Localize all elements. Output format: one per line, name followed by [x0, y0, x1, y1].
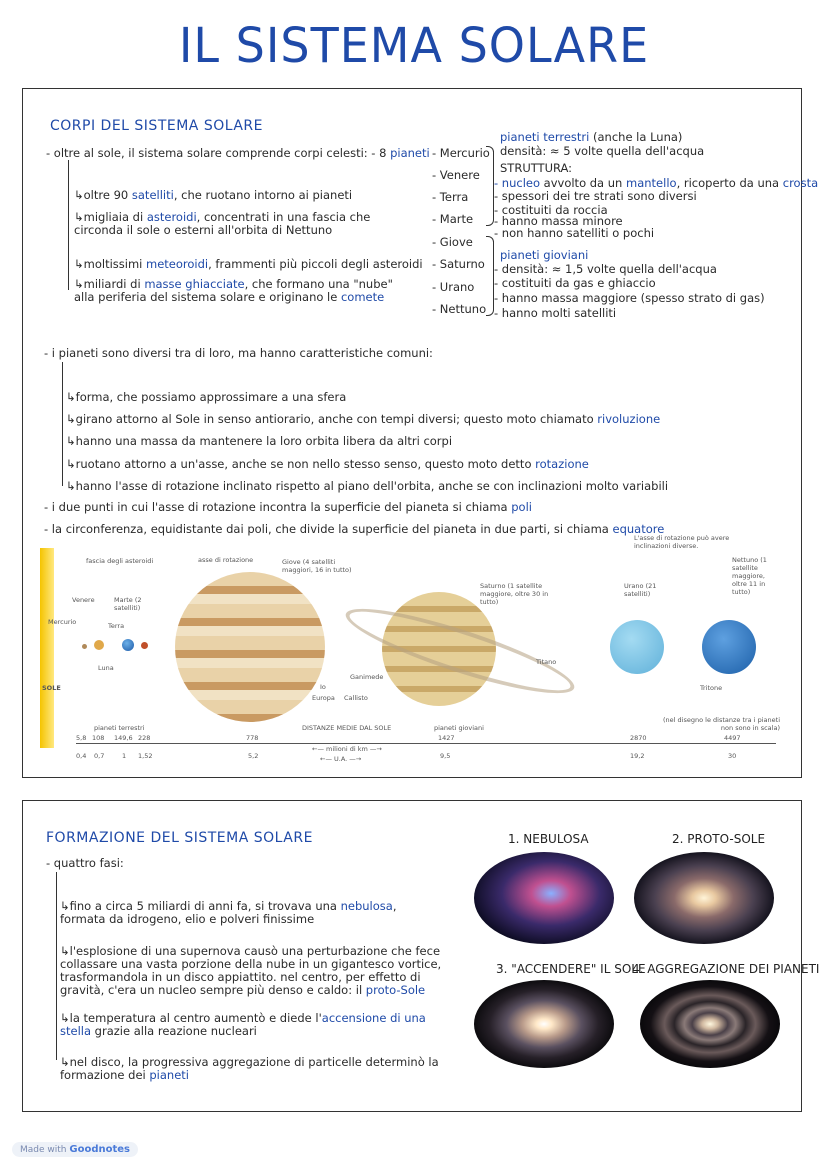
venus-planet	[94, 640, 104, 650]
label-ganimede: Ganimede	[350, 673, 384, 681]
planet-name: - Terra	[432, 190, 469, 204]
list-item: ↳miliardi di masse ghiacciate, che formano una "nube" alla periferia del sistema solare e originano le comete	[74, 277, 393, 304]
ua-tick: 0,7	[94, 752, 105, 760]
planet-name: - Giove	[432, 235, 473, 249]
label-fascia: fascia degli asteroidi	[86, 557, 154, 565]
terrestrial-structure: STRUTTURA:	[500, 161, 573, 175]
label-urano: Urano (21 satelliti)	[624, 582, 657, 598]
giant-line: - densità: ≈ 1,5 volte quella dell'acqua	[494, 262, 717, 276]
solar-system-figure	[40, 534, 785, 770]
uranus-planet	[610, 620, 664, 674]
mars-planet	[141, 642, 148, 649]
label-giove: Giove (4 satelliti maggiori, 16 in tutto)	[282, 558, 352, 574]
phase-item: ↳fino a circa 5 miliardi di anni fa, si trovava una nebulosa, formata da idrogeno, elio e polveri finissime	[60, 899, 397, 926]
terrestrial-density: densità: ≈ 5 volte quella dell'acqua	[500, 144, 705, 158]
giant-line: - hanno massa maggiore (spesso strato di gas)	[494, 291, 765, 305]
phase-item: ↳l'esplosione di una supernova causò una perturbazione che fece collassare una vasta porzione della nube in un gigantesco vortice, trasformandola in un disco appiattito. nel centro, per effetto di gravità, c'era un nucleo sempre più denso e caldo: il proto-Sole	[60, 944, 442, 997]
ua-tick: 5,2	[248, 752, 259, 760]
tree-line	[68, 160, 69, 290]
phase-item: ↳nel disco, la progressiva aggregazione di particelle determinò la formazione dei pianeti	[60, 1055, 439, 1082]
ua-tick: 30	[728, 752, 737, 760]
goodnotes-badge: Made with Goodnotes	[12, 1142, 138, 1157]
ua-tick: 9,5	[440, 752, 451, 760]
km-tick: 5,8	[76, 734, 87, 742]
common-item: ↳girano attorno al Sole in senso antiorario, anche con tempi diversi; questo moto chiamato rivoluzione	[66, 412, 661, 426]
bracket-giant	[486, 236, 494, 316]
label-scala: (nel disegno le distanze tra i pianeti non sono in scala)	[663, 716, 780, 732]
aggregation-image	[640, 980, 780, 1068]
terrestrial-line: - spessori dei tre strati sono diversi	[494, 189, 697, 203]
terrestrial-line: - non hanno satelliti o pochi	[494, 226, 655, 240]
planet-name: - Mercurio	[432, 146, 490, 160]
nebula-image	[474, 852, 614, 944]
label-terrestri: pianeti terrestri	[94, 724, 145, 732]
jupiter-planet	[175, 572, 325, 722]
giant-title: pianeti gioviani	[500, 248, 589, 262]
common-item: ↳ruotano attorno a un'asse, anche se non nello stesso senso, questo moto detto rotazione	[66, 457, 589, 471]
page-title: IL SISTEMA SOLARE	[178, 16, 650, 74]
image-title: 3. "ACCENDERE" IL SOLE	[496, 962, 646, 976]
phase-item: ↳la temperatura al centro aumentò e diede l'accensione di una stella grazie alla reazione nucleari	[60, 1011, 426, 1038]
label-inclinazioni: L'asse di rotazione può avere inclinazioni diverse.	[634, 534, 730, 550]
terrestrial-line: - hanno massa minore	[494, 214, 623, 228]
terrestrial-line: - costituiti da roccia	[494, 203, 608, 217]
label-tritone: Tritone	[700, 684, 723, 692]
earth-planet	[122, 639, 134, 651]
label-marte: Marte (2 satelliti)	[114, 596, 142, 612]
label-asse: asse di rotazione	[198, 556, 254, 564]
giant-line: - costituiti da gas e ghiaccio	[494, 276, 656, 290]
label-mercurio: Mercurio	[48, 618, 77, 626]
common-item: ↳hanno l'asse di rotazione inclinato rispetto al piano dell'orbita, anche se con inclinazioni molto variabili	[66, 479, 669, 493]
distance-axis	[76, 743, 776, 744]
ignition-image	[474, 980, 614, 1068]
bracket-terrestrial	[486, 146, 494, 226]
km-tick: 2870	[630, 734, 647, 742]
label-luna: Luna	[98, 664, 114, 672]
formation-intro: - quattro fasi:	[46, 856, 124, 870]
image-title: 2. PROTO-SOLE	[672, 832, 766, 846]
list-item: ↳oltre 90 satelliti, che ruotano intorno ai pianeti	[74, 188, 353, 202]
km-tick: 778	[246, 734, 259, 742]
planet-name: - Nettuno	[432, 302, 487, 316]
label-io: Io	[320, 683, 326, 691]
label-km: ←— milioni di km —→	[312, 745, 382, 753]
km-tick: 4497	[724, 734, 741, 742]
planet-name: - Saturno	[432, 257, 485, 271]
km-tick: 108	[92, 734, 105, 742]
planet-name: - Venere	[432, 168, 480, 182]
label-terra: Terra	[108, 622, 125, 630]
common-item: ↳forma, che possiamo approssimare a una sfera	[66, 390, 347, 404]
label-callisto: Callisto	[344, 694, 368, 702]
label-distanze: DISTANZE MEDIE DAL SOLE	[302, 724, 392, 732]
list-item: ↳migliaia di asteroidi, concentrati in una fascia che circonda il sole o esterni all'orbita di Nettuno	[74, 210, 371, 237]
sun	[40, 548, 54, 748]
label-titano: Titano	[536, 658, 557, 666]
diff-line: - i pianeti sono diversi tra di loro, ma hanno caratteristiche comuni:	[44, 346, 433, 360]
ua-tick: 1,52	[138, 752, 153, 760]
tree-line	[56, 872, 57, 1060]
poli-line: - i due punti in cui l'asse di rotazione incontra la superficie del pianeta si chiama poli	[44, 500, 532, 514]
tree-line	[62, 362, 63, 486]
planet-name: - Urano	[432, 280, 475, 294]
km-tick: 228	[138, 734, 151, 742]
km-tick: 1427	[438, 734, 455, 742]
label-saturno: Saturno (1 satellite maggiore, oltre 30 in tutto)	[480, 582, 549, 606]
section-title-corpi: CORPI DEL SISTEMA SOLARE	[50, 118, 264, 134]
terrestrial-layers: - nucleo avvolto da un mantello, ricoperto da una crosta	[494, 176, 819, 190]
label-sole: SOLE	[42, 684, 61, 692]
planet-name: - Marte	[432, 212, 474, 226]
list-item: ↳moltissimi meteoroidi, frammenti più piccoli degli asteroidi	[74, 257, 423, 271]
terrestrial-title: pianeti terrestri (anche la Luna)	[500, 130, 683, 144]
ua-tick: 1	[122, 752, 127, 760]
label-gioviani: pianeti gioviani	[434, 724, 484, 732]
label-ua: ←— U.A. —→	[320, 755, 362, 763]
neptune-planet	[702, 620, 756, 674]
ua-tick: 19,2	[630, 752, 645, 760]
equatore-line: - la circonferenza, equidistante dai poli, che divide la superficie del pianeta in due parti, si chiama equatore	[44, 522, 665, 536]
label-venere: Venere	[72, 596, 95, 604]
intro-line: - oltre al sole, il sistema solare comprende corpi celesti: - 8 pianeti	[46, 146, 430, 160]
mercury-planet	[82, 644, 87, 649]
section-title-formazione: FORMAZIONE DEL SISTEMA SOLARE	[46, 830, 313, 846]
proto-sun-image	[634, 852, 774, 944]
ua-tick: 0,4	[76, 752, 87, 760]
label-nettuno: Nettuno (1 satellite maggiore, oltre 11 in tutto)	[732, 556, 767, 596]
giant-line: - hanno molti satelliti	[494, 306, 617, 320]
km-tick: 149,6	[114, 734, 133, 742]
label-europa: Europa	[312, 694, 335, 702]
image-title: 4. AGGREGAZIONE DEI PIANETI	[632, 962, 820, 976]
common-item: ↳hanno una massa da mantenere la loro orbita libera da altri corpi	[66, 434, 453, 448]
image-title: 1. NEBULOSA	[508, 832, 589, 846]
